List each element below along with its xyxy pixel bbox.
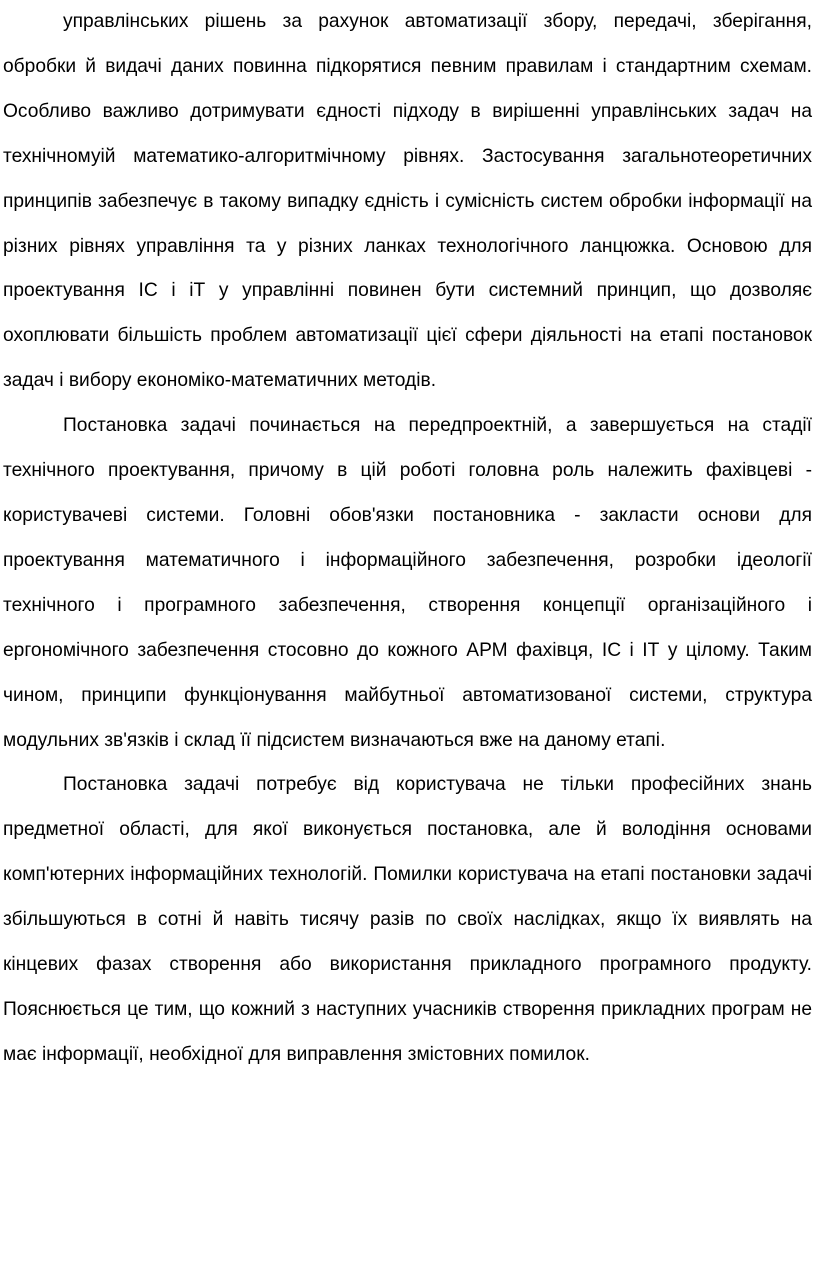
paragraph-3: Постановка задачі потребує від користувача не тільки професійних знань предметної області, для якої виконується постановка, але й володіння основами комп'ютерних інформаційних технологій. Помилки користувача на етапі постановки задачі збільшуються в сотні й навіть тисячу разів по своїх наслідках, якщо їх виявлять на кінцевих фазах створення або використання прикладного програмного продукту. Пояснюється це тим, що кожний з наступних учасників створення прикладних програм не має інформації, необхідної для виправлення змістовних помилок. bbox=[3, 774, 812, 1065]
paragraph-1: управлінських рішень за рахунок автоматизації збору, передачі, зберігання, обробки й видачі даних повинна підкорятися певним правилам і стандартним схемам. Особливо важливо дотримувати єдності підходу в вирішенні управлінських задач на технічномуій математико-алгоритмічному рівнях. Застосування загальнотеоретичних принципів забезпечує в такому випадку єдність і сумісність систем обробки інформації на різних рівнях управління та у різних ланках технологічного ланцюжка. Основою для проектування ІС і іТ у управлінні повинен бути системний принцип, що дозволяє охоплювати більшість проблем автоматизації цієї сфери діяльності на етапі постановок задач і вибору економіко-математичних методів. bbox=[3, 11, 812, 392]
paragraph-2: Постановка задачі починається на передпроектній, а завершується на стадії технічного проектування, причому в цій роботі головна роль належить фахівцеві - користувачеві системи. Головні обов'язки постановника - закласти основи для проектування математичного і інформаційного забезпечення, розробки ідеології технічного і програмного забезпечення, створення концепції організаційного і ергономічного забезпечення стосовно до кожного АРМ фахівця, ІС і ІТ у цілому. Таким чином, принципи функціонування майбутньої автоматизованої системи, структура модульних зв'язків і склад її підсистем визначаються вже на даному етапі. bbox=[3, 415, 812, 751]
